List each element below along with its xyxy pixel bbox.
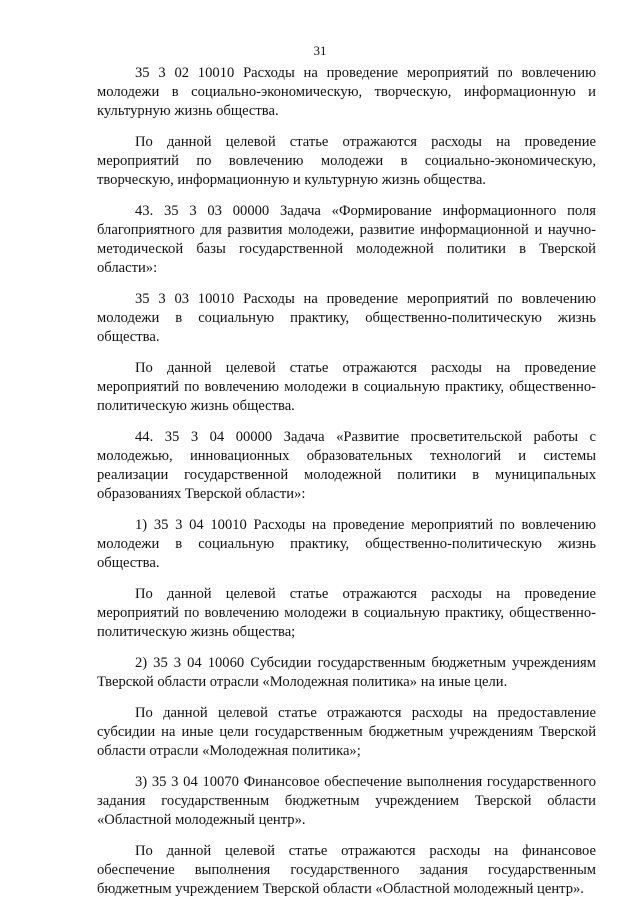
paragraph-description: По данной целевой статье отражаются расходы на проведение мероприятий по вовлечению молодежи в социальную практику, общественно-политическую жизнь общества.	[97, 360, 596, 414]
paragraph-description: По данной целевой статье отражаются расходы на проведение мероприятий по вовлечению молодежи в социальную практику, общественно-политическую жизнь общества;	[97, 586, 596, 640]
paragraph-item-1: 1) 35 3 04 10010 Расходы на проведение мероприятий по вовлечению молодежи в социальную практику, общественно-политическую жизнь общества.	[97, 517, 596, 571]
paragraph-task-43: 43. 35 3 03 00000 Задача «Формирование информационного поля благоприятного для развития молодежи, развитие информационной и научно-методической базы государственной молодежной политики в Тверской области»:	[97, 203, 596, 276]
paragraph-description: По данной целевой статье отражаются расходы на финансовое обеспечение выполнения государственного задания государственным бюджетным учреждением Тверской области «Областной молодежный центр».	[97, 843, 596, 897]
paragraph-item-3: 3) 35 3 04 10070 Финансовое обеспечение выполнения государственного задания государственным бюджетным учреждением Тверской области «Областной молодежный центр».	[97, 774, 596, 828]
paragraph-task-44: 44. 35 3 04 00000 Задача «Развитие просветительской работы с молодежью, инновационных образовательных технологий и системы реализации государственной молодежной политики в муниципальных образованиях Тверской области»:	[97, 429, 596, 502]
document-body	[97, 64, 596, 911]
paragraph-35-3-02-10010: 35 3 02 10010 Расходы на проведение мероприятий по вовлечению молодежи в социально-экономическую, творческую, информационную и культурную жизнь общества.	[97, 65, 596, 119]
paragraph-description: По данной целевой статье отражаются расходы на предоставление субсидии на иные цели государственным бюджетным учреждениям Тверской области отрасли «Молодежная политика»;	[97, 705, 596, 759]
paragraph-item-2: 2) 35 3 04 10060 Субсидии государственным бюджетным учреждениям Тверской области отрасли «Молодежная политика» на иные цели.	[97, 655, 596, 690]
paragraph-35-3-03-10010: 35 3 03 10010 Расходы на проведение мероприятий по вовлечению молодежи в социальную практику, общественно-политическую жизнь общества.	[97, 291, 596, 345]
paragraph-description: По данной целевой статье отражаются расходы на проведение мероприятий по вовлечению молодежи в социально-экономическую, творческую, информационную и культурную жизнь общества.	[97, 134, 596, 188]
page-number: 31	[313, 43, 327, 58]
